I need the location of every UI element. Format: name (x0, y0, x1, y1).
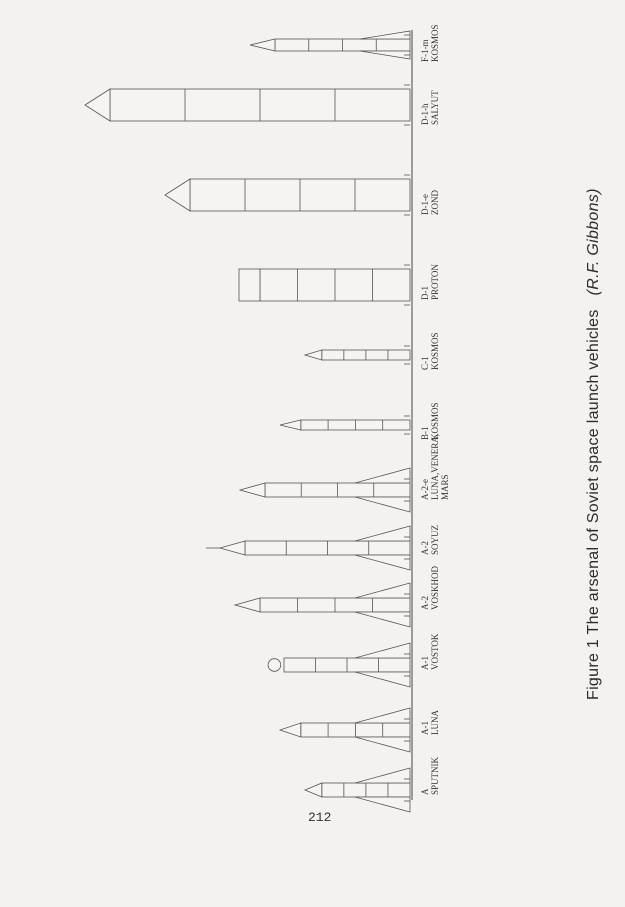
booster-lower (355, 797, 410, 812)
vehicle-label-voskhod (420, 566, 440, 610)
vehicle-label-f1m-kosmos (420, 24, 440, 62)
booster-upper (355, 768, 410, 783)
rocket-soyuz (206, 526, 410, 570)
vehicle-designation: D-1-h (420, 103, 430, 125)
nose-cone (220, 541, 245, 555)
booster-lower (360, 51, 410, 59)
capsule (268, 659, 281, 672)
booster-upper (355, 583, 410, 598)
vehicle-designation: A-2 (420, 596, 430, 610)
rocket-salyut (85, 85, 410, 125)
rocket-luna (280, 708, 410, 752)
vehicle-name-line2: MARS (440, 474, 450, 500)
nose-cone (240, 483, 265, 497)
vehicle-designation: D-1-e (420, 194, 430, 215)
nose-cone (305, 783, 322, 797)
booster-upper (355, 708, 410, 723)
vehicle-designation: A-1 (420, 656, 430, 670)
vehicle-name: KOSMOS (430, 332, 440, 370)
booster-upper (355, 526, 410, 541)
vehicle-designation: A-2-e (420, 479, 430, 500)
vehicle-label-soyuz (420, 525, 440, 555)
booster-upper (360, 31, 410, 39)
vehicle-name: SPUTNIK (430, 756, 440, 795)
vehicle-label-b1-kosmos (420, 402, 440, 440)
vehicle-label-luna-venera-mars (420, 434, 450, 500)
caption-text: Figure 1 The arsenal of Soviet space launch vehicles (585, 309, 602, 700)
nose-cone (235, 598, 260, 612)
booster-lower (355, 612, 410, 627)
figure-caption (585, 188, 603, 700)
rocket-drawings (85, 31, 410, 812)
booster-lower (355, 555, 410, 570)
rocket-c1 (305, 346, 410, 364)
page-number: 212 (308, 810, 332, 825)
booster-upper (355, 468, 410, 483)
vehicle-name: SALYUT (430, 90, 440, 125)
rocket-zond (165, 175, 410, 215)
rocket-b1 (280, 416, 410, 434)
vehicle-label-vostok (420, 634, 440, 670)
vehicle-name: VOSKHOD (430, 565, 440, 610)
rocket-vostok (268, 643, 410, 687)
vehicle-designation: A-1 (420, 721, 430, 735)
rocket-sputnik (305, 768, 410, 812)
vehicle-designation: A (420, 788, 430, 795)
vehicle-name: SOYUZ (430, 524, 440, 555)
vehicle-designation: D-1 (420, 286, 430, 300)
nose-cone (85, 89, 110, 121)
vehicle-label-sputnik (420, 757, 440, 795)
vehicle-designation: F-1-m (420, 39, 430, 62)
vehicle-name: KOSMOS (430, 402, 440, 440)
vehicle-label-c1-kosmos (420, 332, 440, 370)
vehicle-name: LUNA (430, 710, 440, 735)
vehicle-name: PROTON (430, 264, 440, 300)
booster-lower (355, 672, 410, 687)
booster-lower (355, 497, 410, 512)
nose-cone (305, 350, 322, 360)
vehicle-name: KOSMOS (430, 24, 440, 62)
vehicle-label-salyut (420, 90, 440, 125)
nose-cone (165, 179, 190, 211)
vehicle-name: VOSTOK (430, 633, 440, 670)
caption-author: (R.F. Gibbons) (585, 188, 602, 296)
booster-lower (355, 737, 410, 752)
nose-fairing (239, 269, 260, 301)
rocket-f1m (250, 31, 410, 59)
vehicle-designation: A-2 (420, 541, 430, 555)
nose-cone (250, 39, 275, 51)
rocket-a2e (240, 468, 410, 512)
vehicle-designation: C-1 (420, 356, 430, 370)
rocket-voskhod (235, 583, 410, 627)
vehicle-name: ZOND (430, 190, 440, 215)
nose-cone (280, 723, 301, 737)
booster-upper (355, 643, 410, 658)
rocket-proton (239, 265, 410, 305)
vehicle-label-luna (420, 710, 440, 735)
vehicle-designation: B-1 (420, 426, 430, 440)
nose-cone (280, 420, 301, 430)
vehicle-name: LUNA,VENERA, (430, 434, 440, 500)
vehicle-label-zond (420, 190, 440, 215)
vehicle-label-proton (420, 264, 440, 300)
